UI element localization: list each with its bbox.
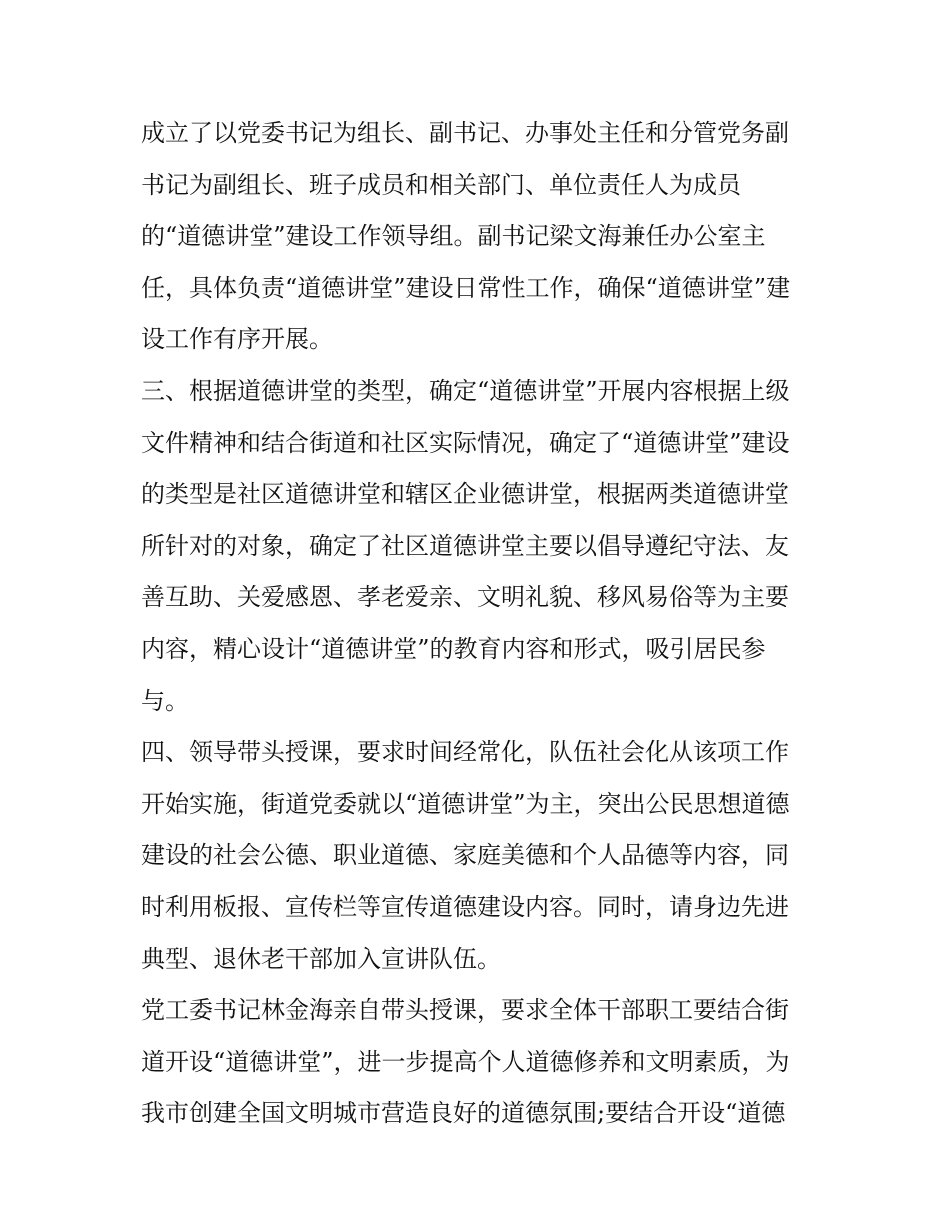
text-line: 时利用板报、宣传栏等宣传道德建设内容。同时，请身边先进 [141,892,789,921]
text-line: 善互助、关爱感恩、孝老爱亲、文明礼貌、移风易俗等为主要 [141,583,789,612]
text-line: 所针对的对象，确定了社区道德讲堂主要以倡导遵纪守法、友 [141,531,789,560]
text-line: 的类型是社区道德讲堂和辖区企业德讲堂，根据两类道德讲堂 [141,480,789,509]
text-line: 文件精神和结合街道和社区实际情况，确定了“道德讲堂”建设 [141,428,790,457]
text-line: 成立了以党委书记为组长、副书记、办事处主任和分管党务副 [141,119,789,147]
text-line: 的“道德讲堂”建设工作领导组。副书记梁文海兼任办公室主 [141,222,766,251]
text-line: 我市创建全国文明城市营造良好的道德氛围;要结合开设“道德 [141,1099,786,1128]
document-body [141,108,821,1140]
text-line: 内容，精心设计“道德讲堂”的教育内容和形式，吸引居民参 [141,634,766,663]
text-line: 任，具体负责“道德讲堂”建设日常性工作，确保“道德讲堂”建 [141,273,791,302]
section-heading-line: 三、根据道德讲堂的类型，确定“道德讲堂”开展内容根据上级 [141,376,790,405]
text-line: 党工委书记林金海亲自带头授课，要求全体干部职工要结合街 [141,996,789,1025]
text-line: 开始实施，街道党委就以“道德讲堂”为主，突出公民思想道德 [141,789,790,818]
text-line: 书记为副组长、班子成员和相关部门、单位责任人为成员 [141,170,741,199]
text-line: 道开设“道德讲堂”，进一步提高个人道德修养和文明素质，为 [141,1047,790,1076]
text-line: 设工作有序开展。 [141,325,333,354]
section-heading-line: 四、领导带头授课，要求时间经常化，队伍社会化从该项工作 [141,738,789,767]
text-line: 建设的社会公德、职业道德、家庭美德和个人品德等内容，同 [141,841,789,870]
text-line: 典型、退休老干部加入宣讲队伍。 [141,944,501,973]
text-line: 与。 [141,686,189,715]
